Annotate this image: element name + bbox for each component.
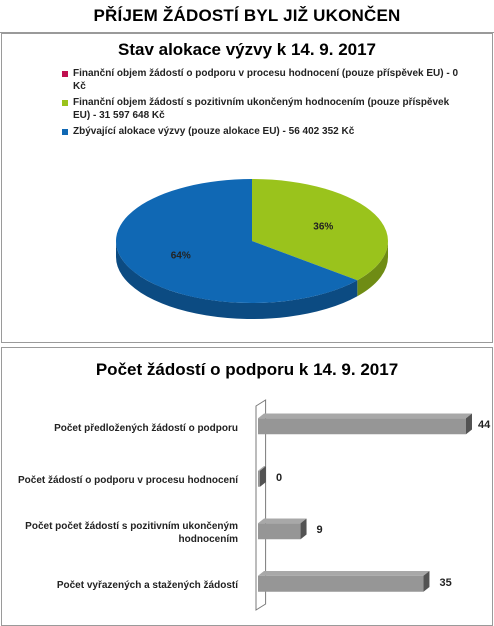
bar-value-label: 44 <box>478 419 491 432</box>
bar-chart-title: Počet žádostí o podporu k 14. 9. 2017 <box>95 360 399 379</box>
page-header <box>0 0 494 33</box>
allocation-chart-panel <box>1 33 493 343</box>
applications-chart-panel <box>1 347 493 626</box>
legend-label: Finanční objem žádostí s pozitivním ukončeným hodnocením (pouze příspěvek EU) - 31 597 648 Kč <box>73 97 450 121</box>
bar-top <box>258 413 472 418</box>
bar-top <box>258 518 307 523</box>
page-title: PŘÍJEM ŽÁDOSTÍ BYL JIŽ UKONČEN <box>93 6 401 25</box>
bar <box>258 576 423 592</box>
bar-category-label: Počet počet žádostí s pozitivním ukončeným hodnocením <box>25 521 238 546</box>
pie-slice-label: 64% <box>170 250 191 262</box>
bar-category-label: Počet předložených žádostí o podporu <box>54 422 238 434</box>
pie-slice-label: 36% <box>313 221 334 233</box>
legend-label: Zbývající alokace výzvy (pouze alokace EU) - 56 402 352 Kč <box>73 126 355 137</box>
bar <box>258 418 466 434</box>
bar-category-label: Počet žádostí o podporu v procesu hodnocení <box>17 475 238 487</box>
bar-category-label: Počet vyřazených a stažených žádostí <box>56 580 238 592</box>
bar-value-label: 35 <box>439 576 452 589</box>
bar-value-label: 0 <box>276 471 283 484</box>
legend-label: Finanční objem žádostí o podporu v procesu hodnocení (pouze příspěvek EU) - 0 Kč <box>73 68 459 92</box>
bar-value-label: 9 <box>316 524 323 537</box>
pie-chart-title: Stav alokace výzvy k 14. 9. 2017 <box>117 40 377 59</box>
bar <box>258 471 260 487</box>
bar-top <box>258 571 429 576</box>
pie-chart <box>2 34 492 342</box>
bar <box>258 523 301 539</box>
